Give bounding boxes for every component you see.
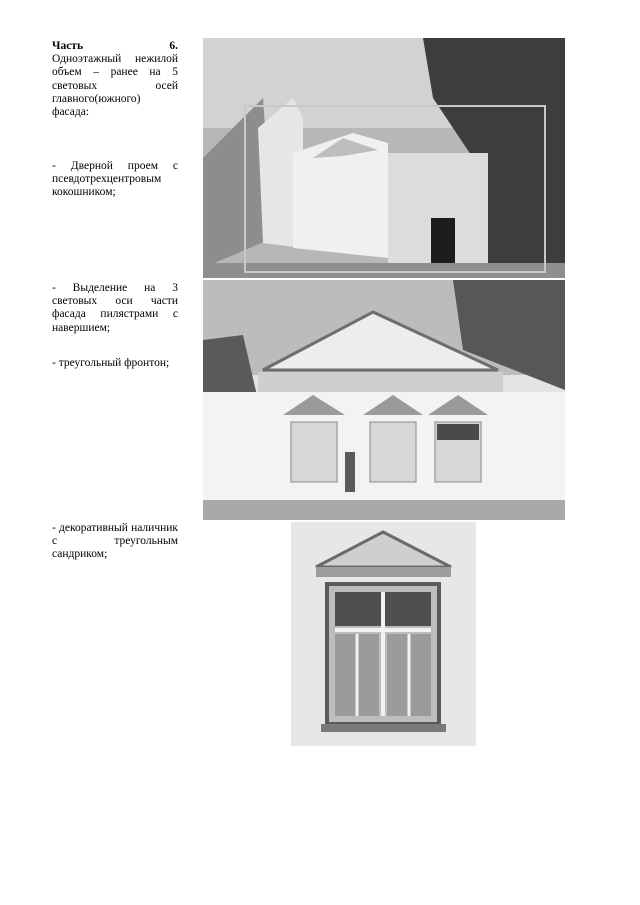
- part-block: [52, 40, 178, 119]
- part-number: 6.: [169, 40, 178, 52]
- photo-facade-pediment: [203, 280, 565, 520]
- item-pediment: [52, 357, 178, 370]
- facade-image: [203, 280, 565, 520]
- part-heading: [52, 40, 178, 53]
- item-door: [52, 160, 178, 200]
- item-window: [52, 522, 178, 562]
- item-pilasters-text: - Выделение на 3 световых оси части фасада пилястрами с навершием;: [52, 282, 178, 334]
- photo-street-view: [203, 38, 565, 278]
- photo-decorative-window: [291, 522, 476, 746]
- intro-text: Одноэтажный нежилой объем – ранее на 5 световых осей главного(южного) фасада:: [52, 53, 178, 119]
- item-pilasters: [52, 282, 178, 335]
- part-label: Часть: [52, 40, 84, 52]
- window-image: [291, 522, 476, 746]
- street-view-image: [203, 38, 565, 278]
- item-window-text: - декоративный наличник с треугольным сандриком;: [52, 522, 178, 561]
- item-pediment-text: - треугольный фронтон;: [52, 357, 170, 369]
- item-door-text: - Дверной проем с псевдотрехцентровым кокошником;: [52, 160, 178, 199]
